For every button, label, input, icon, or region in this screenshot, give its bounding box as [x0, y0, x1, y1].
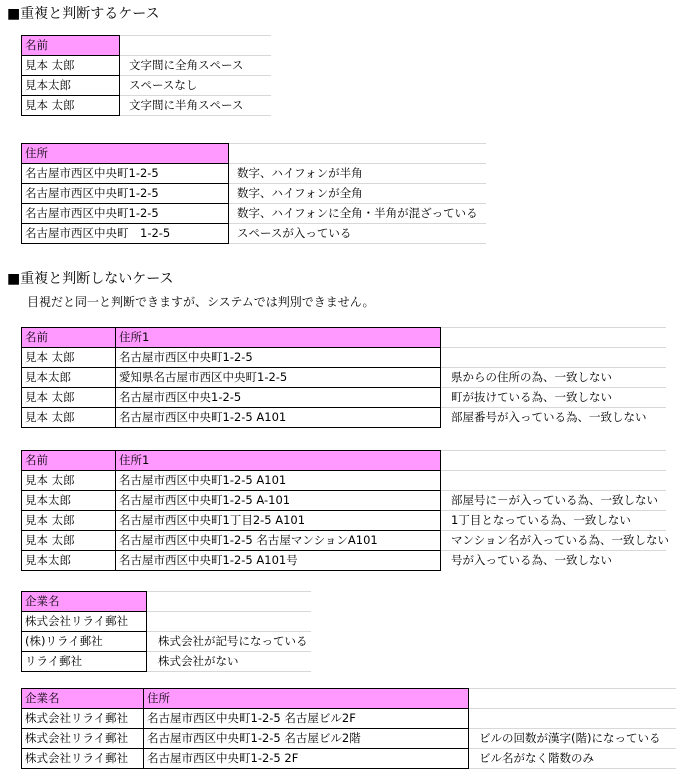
table-cell: 名古屋市西区中央1-2-5 — [116, 388, 441, 408]
table-cell: 見本 太郎 — [22, 408, 116, 428]
note-text: 数字、ハイフォンに全角・半角が混ざっている — [237, 206, 478, 220]
table-cell: 見本 太郎 — [22, 511, 116, 531]
table-cell: 名古屋市西区中央町1-2-5 名古屋ビル2F — [144, 709, 469, 729]
duplicate-address-block — [21, 143, 486, 248]
table-cell: 名古屋市西区中央町 1-2-5 — [22, 224, 229, 244]
note-text: 号が入っている為、一致しない — [451, 553, 612, 567]
note-text: スペースが入っている — [237, 226, 352, 240]
note-text: 県からの住所の為、一致しない — [451, 370, 612, 384]
duplicate-name-table — [21, 35, 120, 116]
table-cell: 見本 太郎 — [22, 531, 116, 551]
table-cell: 名古屋市西区中央町1-2-5 名古屋ビル2階 — [144, 729, 469, 749]
note-text: 数字、ハイフォンが全角 — [237, 186, 363, 200]
table-cell: 見本太郎 — [22, 491, 116, 511]
table-cell: 見本 太郎 — [22, 388, 116, 408]
table-cell: 見本太郎 — [22, 551, 116, 571]
non-duplicate-table1 — [21, 327, 441, 428]
column-header: 名前 — [22, 328, 116, 348]
note-text: 数字、ハイフォンが半角 — [237, 166, 363, 180]
table-cell: 株式会社リライ郵社 — [22, 729, 144, 749]
note-text: 株式会社が記号になっている — [158, 634, 308, 648]
table-cell: 見本太郎 — [22, 76, 120, 96]
section-heading-not-duplicate: ■重複と判断しないケース — [7, 271, 174, 287]
note-text: 部屋番号が入っている為、一致しない — [451, 410, 647, 424]
column-header: 住所1 — [116, 451, 441, 471]
table-cell: 名古屋市西区中央町1-2-5 — [116, 348, 441, 368]
note-text — [158, 611, 308, 631]
note-text: 文字間に半角スペース — [129, 98, 244, 112]
table-cell: 名古屋市西区中央町1-2-5 A-101 — [116, 491, 441, 511]
table-cell: 名古屋市西区中央町1-2-5 A101 — [116, 471, 441, 491]
non-duplicate-table2-block — [21, 450, 669, 570]
non-duplicate-table3-block — [21, 591, 311, 671]
table-cell: 株式会社リライ郵社 — [22, 749, 144, 769]
non-duplicate-table3 — [21, 591, 147, 672]
table-cell: 名古屋市西区中央町1-2-5 — [22, 204, 229, 224]
duplicate-name-block — [21, 35, 271, 120]
duplicate-address-table — [21, 143, 229, 244]
column-header: 企業名 — [22, 592, 147, 612]
note-text — [479, 708, 660, 728]
note-text: スペースなし — [129, 78, 198, 92]
table-cell: 見本 太郎 — [22, 348, 116, 368]
note-text: 株式会社がない — [158, 654, 239, 668]
note-text: ビルの回数が漢字(階)になっている — [479, 731, 661, 745]
table-cell: 株式会社リライ郵社 — [22, 709, 144, 729]
column-header: 名前 — [22, 451, 116, 471]
note-text: 町が抜けている為、一致しない — [451, 390, 612, 404]
table-cell: 名古屋市西区中央町1-2-5 名古屋マンションA101 — [116, 531, 441, 551]
table-cell: 名古屋市西区中央町1-2-5 — [22, 164, 229, 184]
column-header: 名前 — [22, 36, 120, 56]
table-cell: 名古屋市西区中央町1丁目2-5 A101 — [116, 511, 441, 531]
note-text: マンション名が入っている為、一致しない — [451, 533, 669, 547]
column-header: 住所1 — [116, 328, 441, 348]
table-cell: 見本 太郎 — [22, 471, 116, 491]
note-text — [451, 470, 669, 490]
note-text: 部屋号に－が入っている為、一致しない — [451, 493, 658, 507]
table-cell: (株)リライ郵社 — [22, 632, 147, 652]
column-header: 住所 — [22, 144, 229, 164]
table-cell: 見本 太郎 — [22, 96, 120, 116]
note-text: ビル名がなく階数のみ — [479, 751, 594, 765]
table-cell: 株式会社リライ郵社 — [22, 612, 147, 632]
non-duplicate-table4 — [21, 688, 469, 769]
table-cell: リライ郵社 — [22, 652, 147, 672]
table-cell: 愛知県名古屋市西区中央町1-2-5 — [116, 368, 441, 388]
non-duplicate-table1-block — [21, 327, 666, 427]
column-header: 企業名 — [22, 689, 144, 709]
table-cell: 名古屋市西区中央町1-2-5 — [22, 184, 229, 204]
table-cell: 名古屋市西区中央町1-2-5 A101号 — [116, 551, 441, 571]
table-cell: 名古屋市西区中央町1-2-5 A101 — [116, 408, 441, 428]
section-subtitle: 目視だと同一と判断できますが、システムでは判別できません。 — [27, 295, 375, 309]
note-text: 文字間に全角スペース — [129, 58, 244, 72]
section-heading-duplicate: ■重複と判断するケース — [7, 6, 160, 22]
table-cell: 名古屋市西区中央町1-2-5 2F — [144, 749, 469, 769]
table-cell: 見本 太郎 — [22, 56, 120, 76]
note-text — [451, 347, 647, 367]
column-header: 住所 — [144, 689, 469, 709]
non-duplicate-table4-block — [21, 688, 676, 768]
non-duplicate-table2 — [21, 450, 441, 571]
note-text: 1丁目となっている為、一致しない — [451, 513, 631, 527]
table-cell: 見本太郎 — [22, 368, 116, 388]
